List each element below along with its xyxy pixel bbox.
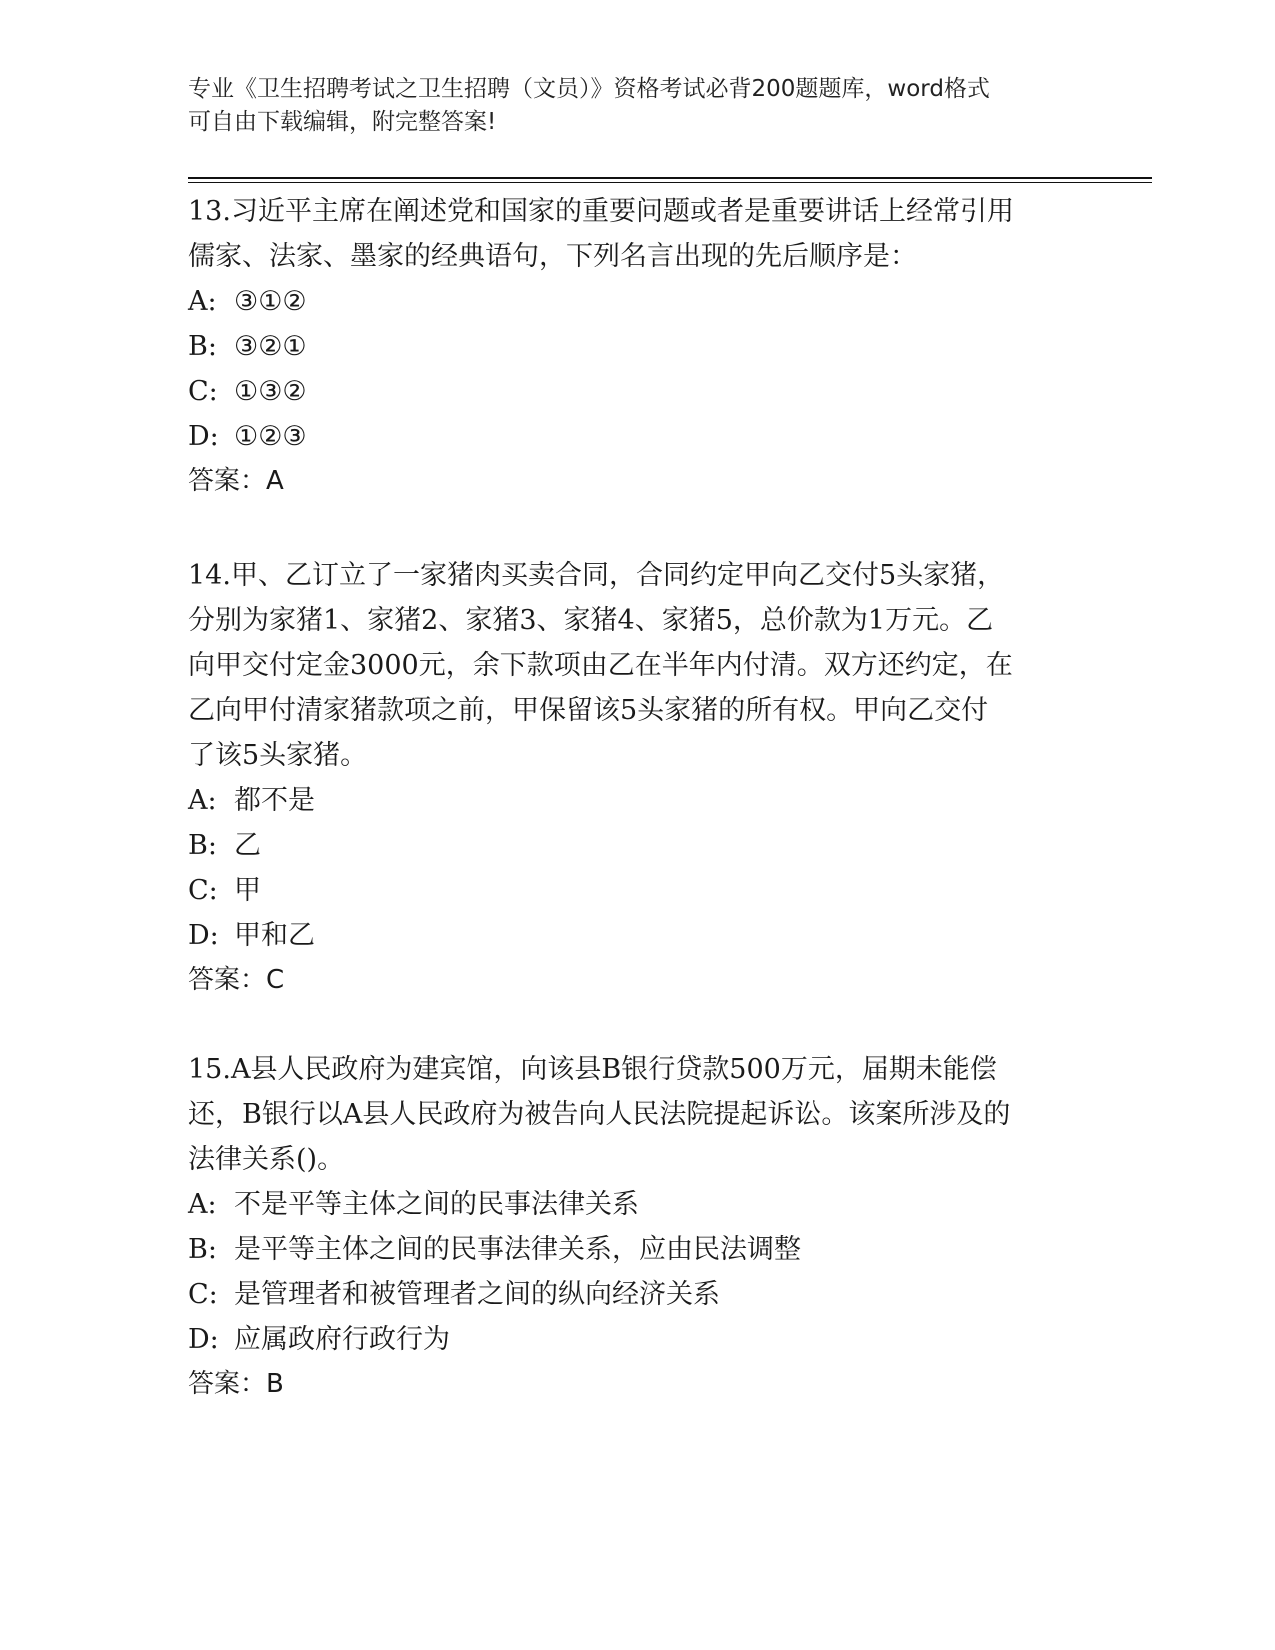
option-text: 都不是 <box>234 785 315 816</box>
option-text: 甲和乙 <box>234 920 315 951</box>
question-stem-line: 分别为家猪1、家猪2、家猪3、家猪4、家猪5，总价款为1万元。乙 <box>188 605 994 636</box>
question-13 <box>188 189 1088 504</box>
option-d <box>188 414 1088 459</box>
question-stem-line: 14.甲、乙订立了一家猪肉买卖合同，合同约定甲向乙交付5头家猪， <box>188 560 1005 591</box>
question-stem-line: 儒家、法家、墨家的经典语句，下列名言出现的先后顺序是： <box>188 241 917 272</box>
option-key: D: <box>188 920 219 951</box>
option-key: A: <box>188 785 217 816</box>
question-stem-line: 15.A县人民政府为建宾馆，向该县B银行贷款500万元，届期未能偿 <box>188 1054 997 1085</box>
option-key: A: <box>188 1189 217 1220</box>
header-divider-thin <box>188 182 1152 183</box>
question-stem-line: 乙向甲付清家猪款项之前，甲保留该5头家猪的所有权。甲向乙交付 <box>188 695 989 726</box>
option-text: 是平等主体之间的民事法律关系，应由民法调整 <box>234 1234 801 1265</box>
question-stem-line: 还，B银行以A县人民政府为被告向人民法院提起诉讼。该案所涉及的 <box>188 1099 1011 1130</box>
document-header <box>188 73 1068 139</box>
option-key: C: <box>188 875 218 906</box>
option-d <box>188 913 1088 958</box>
question-stem-line: 了该5头家猪。 <box>188 740 368 771</box>
option-d <box>188 1317 1088 1362</box>
option-a <box>188 279 1088 324</box>
option-c <box>188 369 1088 414</box>
option-key: B: <box>188 331 217 362</box>
option-text: 甲 <box>234 875 261 906</box>
option-text: ①③② <box>234 376 307 407</box>
option-key: B: <box>188 1234 217 1265</box>
question-14 <box>188 553 1088 1003</box>
option-key: B: <box>188 830 217 861</box>
option-text: ①②③ <box>234 421 307 452</box>
option-key: D: <box>188 421 219 452</box>
option-a <box>188 1182 1088 1227</box>
header-title-line-2: 可自由下载编辑，附完整答案! <box>188 109 497 135</box>
question-stem-line: 13.习近平主席在阐述党和国家的重要问题或者是重要讲话上经常引用 <box>188 196 1014 227</box>
option-key: C: <box>188 1279 218 1310</box>
option-b <box>188 1227 1088 1272</box>
question-stem-line: 法律关系()。 <box>188 1144 345 1175</box>
question-15 <box>188 1047 1088 1407</box>
option-key: C: <box>188 376 218 407</box>
option-text: ③①② <box>234 286 307 317</box>
option-c <box>188 868 1088 913</box>
header-divider-thick <box>188 177 1152 179</box>
option-key: D: <box>188 1324 219 1355</box>
option-text: ③②① <box>234 331 307 362</box>
option-a <box>188 778 1088 823</box>
option-b <box>188 324 1088 369</box>
header-title-line-1: 专业《卫生招聘考试之卫生招聘（文员）》资格考试必背200题题库，word格式 <box>188 76 990 102</box>
answer-line: 答案：B <box>188 1369 284 1399</box>
option-text: 乙 <box>234 830 261 861</box>
option-key: A: <box>188 286 217 317</box>
option-text: 应属政府行政行为 <box>234 1324 450 1355</box>
option-text: 是管理者和被管理者之间的纵向经济关系 <box>234 1279 720 1310</box>
option-b <box>188 823 1088 868</box>
answer-line: 答案：A <box>188 466 284 496</box>
answer-line: 答案：C <box>188 965 285 995</box>
question-stem-line: 向甲交付定金3000元，余下款项由乙在半年内付清。双方还约定，在 <box>188 650 1013 681</box>
option-c <box>188 1272 1088 1317</box>
option-text: 不是平等主体之间的民事法律关系 <box>234 1189 639 1220</box>
